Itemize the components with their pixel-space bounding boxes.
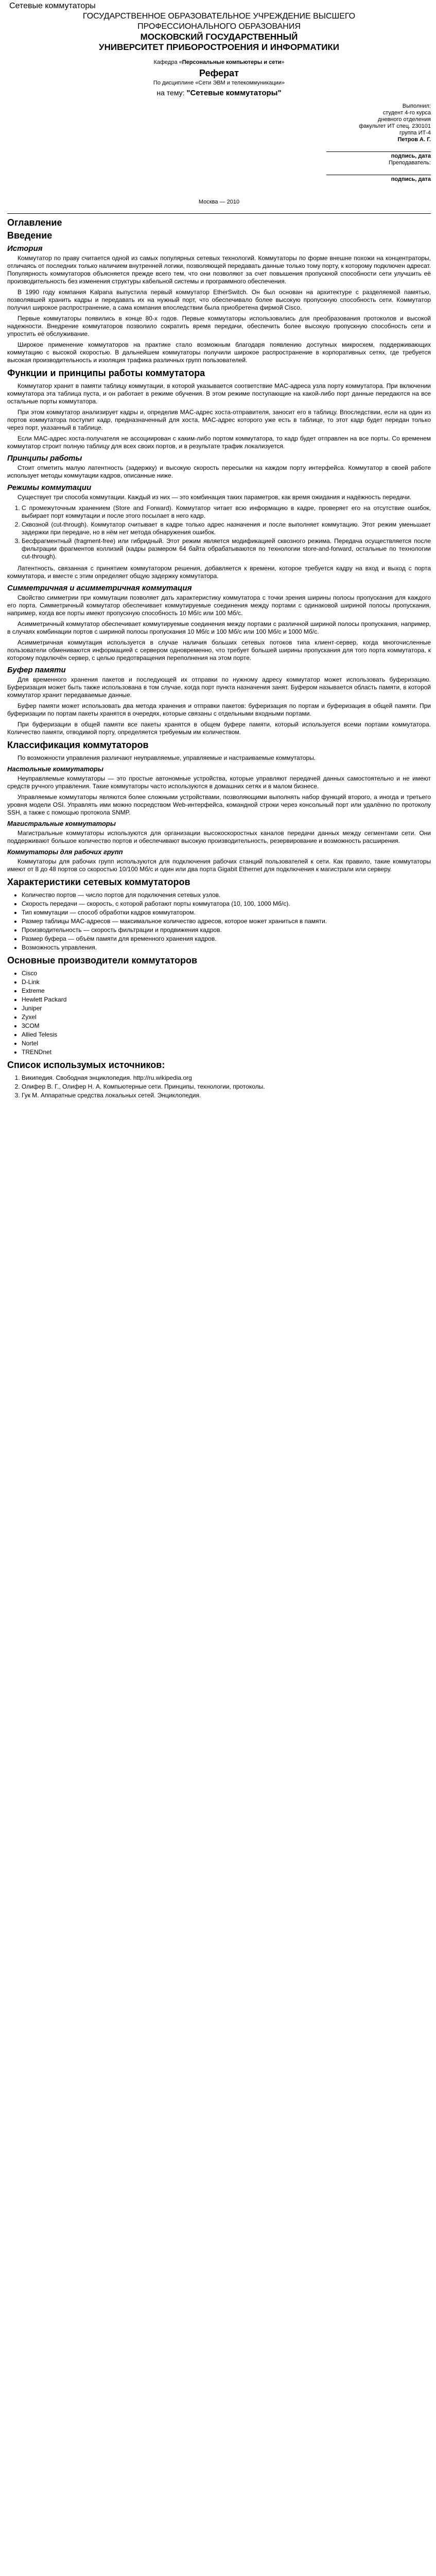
signature-caption: подпись, дата: [391, 153, 431, 159]
list-item: • TRENDnet: [22, 1048, 431, 1056]
list-item: 2. Сквозной (cut-through). Коммутатор считывает в кадре только адрес назначения и после выполняет коммутацию. Этот режим уменьшает задержки при передаче, но в нём нет метода обнаружения ошибок.: [22, 521, 431, 536]
sym-heading: Симметричная и асимметричная коммутация: [7, 584, 192, 592]
title-block: [7, 1, 431, 53]
list-item: 3. Гук М. Аппаратные средства локальных сетей. Энциклопедия.: [22, 1092, 431, 1099]
sym-paragraph: Асимметричная коммутация используется в случае наличия больших сетевых потоков типа клиент-сервер, когда многочисленные пользователи обмениваются информацией с сервером одновременно, что требует большей ширины пропускания для того порта коммутатора, к которому подключён сервер, с целью предотвращения переполнения на этом порте.: [7, 639, 431, 662]
doc-title: Сетевые коммутаторы: [9, 2, 96, 10]
intro-heading: Введение: [7, 230, 53, 241]
list-item: • Extreme: [22, 987, 431, 995]
student-name: Петров А. Г.: [397, 137, 431, 143]
history-paragraph: В 1990 году компания Kalpana выпустила первый коммутатор EtherSwitch. Он был основан на архитектуре с разделяемой памятью, позволявшей хранить кадры и передавать их на нужный порт, что обеспечивало более высокую пропускную способность сети. Коммутатор получил широкое распространение, а сама компания впоследствии была приобретена фирмой Cisco.: [7, 289, 431, 311]
list-item: • 3COM: [22, 1022, 431, 1030]
list-item: • Скорость передачи — скорость, с которой работают порты коммутатора (10, 100, 1000 Мб/с).: [22, 900, 431, 908]
functions-paragraph: При этом коммутатор анализирует кадры и, определив MAC-адрес хоста-отправителя, заносит его в таблицу. Впоследствии, если на один из портов коммутатора поступит кадр, предназначенный для хоста, MAC-адрес которого уже есть в таблице, то этот кадр будет передан только через порт, указанный в таблице.: [7, 409, 431, 431]
buffer-paragraph: Буфер памяти может использовать два метода хранения и отправки пакетов: буферизация по портам и буферизация в общей памяти. При буферизации по портам пакеты хранятся в очередях, которые связаны с отдельными входными портами.: [7, 702, 431, 717]
signature-caption-2: подпись, дата: [391, 176, 431, 182]
backbone-heading: Магистральные коммутаторы: [7, 820, 116, 827]
functions-paragraph: Коммутатор хранит в памяти таблицу коммутации, в которой указывается соответствие MAC-адреса узла порту коммутатора. При включении коммутатора эта таблица пуста, и он работает в режиме обучения. В этом режиме поступающие на какой-либо порт данные передаются на все остальные порты коммутатора.: [7, 382, 431, 405]
buffer-heading: Буфер памяти: [7, 666, 66, 674]
buffer-paragraph: При буферизации в общей памяти все пакеты хранятся в общем буфере памяти, который используется всеми портами коммутатора. Количество памяти, отводимой порту, определяется требуемым им количеством.: [7, 721, 431, 736]
principles-paragraph: Стоит отметить малую латентность (задержку) и высокую скорость пересылки на каждом порту интерфейса. Коммутатор в своей работе использует методы коммутации кадров, описанные ниже.: [7, 464, 431, 479]
list-item: • D-Link: [22, 978, 431, 986]
sym-paragraph: Свойство симметрии при коммутации позволяет дать характеристику коммутатора с точки зрения ширины полосы пропускания для каждого его порта. Симметричный коммутатор обеспечивает коммутируемые соединения между портами с одинаковой шириной полосы пропускания, например, когда все порты имеют пропускную способность 10 Мб/с или 100 Мб/с.: [7, 594, 431, 617]
department-name: Персональные компьютеры и сети: [182, 59, 282, 65]
classif-intro: По возможности управления различают неуправляемые, управляемые и настраиваемые коммутаторы.: [18, 754, 316, 761]
list-item: • Размер буфера — объём памяти для временного хранения кадров.: [22, 935, 431, 943]
unmanaged-paragraph: Управляемые коммутаторы являются более сложными устройствами, позволяющими выполнять набор функций второго, а иногда и третьего уровня модели OSI. Управлять ими можно посредством Web-интерфейса, командной строки через консольный порт или удалённо по протоколу SSH, а также с помощью протокола SNMP.: [7, 793, 431, 816]
institution-line-2: ПРОФЕССИОНАЛЬНОГО ОБРАЗОВАНИЯ: [137, 22, 301, 31]
functions-paragraph: Если MAC-адрес хоста-получателя не ассоциирован с каким-либо портом коммутатора, то кадр будет отправлен на все порты. Со временем коммутатор строит полную таблицу для всех своих портов, и в результате трафик локализуется.: [7, 435, 431, 450]
list-item: 3. Бесфрагментный (fragment-free) или гибридный. Этот режим является модификацией сквозного режима. Передача осуществляется после фильтрации фрагментов коллизий (кадры размером 64 байта обрабатываются по технологии store-and-forward, остальные по технологии cut-through).: [22, 537, 431, 561]
institution-line-3: МОСКОВСКИЙ ГОСУДАРСТВЕННЫЙ: [140, 32, 298, 42]
list-item: • Возможность управления.: [22, 944, 431, 952]
classif-heading: Классификация коммутаторов: [7, 740, 149, 750]
list-item: • Тип коммутации — способ обработки кадров коммутатором.: [22, 909, 431, 917]
refs-list: [22, 1074, 431, 1099]
makers-heading: Основные производители коммутаторов: [7, 955, 198, 965]
workgroup-heading: Коммутаторы для рабочих групп: [7, 848, 123, 856]
list-item: • Hewlett Packard: [22, 996, 431, 1004]
modes-list: [22, 504, 431, 561]
done-label: Выполнил:: [402, 103, 431, 109]
refs-heading: Список использумых источников:: [7, 1060, 165, 1070]
sym-paragraph: Асимметричный коммутатор обеспечивает коммутируемые соединения между портами с различной шириной полосы пропускания, например, в случаях комбинации портов с шириной полосы пропускания 10 Мб/с и 100 Мб/с или 100 Мб/с и 1000 Мб/с.: [7, 620, 431, 635]
group-line: группа ИТ-4: [399, 130, 431, 136]
document-page: [0, 0, 436, 1099]
list-item: • Cisco: [22, 970, 431, 977]
institution-line-1: ГОСУДАРСТВЕННОЕ ОБРАЗОВАТЕЛЬНОЕ УЧРЕЖДЕНИЕ ВЫСШЕГО: [82, 12, 356, 21]
list-item: • Nortel: [22, 1040, 431, 1047]
divider: [7, 213, 431, 214]
department-line: Кафедра «Персональные компьютеры и сети»: [153, 59, 285, 65]
referat-title: Реферат: [199, 68, 239, 78]
buffer-paragraph: Для временного хранения пакетов и последующей их отправки по нужному адресу коммутатор может использовать буферизацию. Буферизация может быть также использована в том случае, когда порт пункта назначения занят. Буфером называется область памяти, в которой коммутатор хранит передаваемые данные.: [7, 676, 431, 699]
history-heading: История: [7, 244, 43, 253]
unmanaged-paragraph: Неуправляемые коммутаторы — это простые автономные устройства, которые управляют передачей данных самостоятельно и не имеют средств ручного управления. Такие коммутаторы часто используются в домашних сетях и в малом бизнесе.: [7, 775, 431, 790]
modes-intro: Существует три способа коммутации. Каждый из них — это комбинация таких параметров, как время ожидания и надёжность передачи.: [18, 494, 412, 501]
modes-tail: Латентность, связанная с принятием коммутатором решения, добавляется к времени, которое требуется кадру на вход и выход с порта коммутатора, и вместе с этим определяет общую задержку коммутатора.: [7, 565, 431, 580]
list-item: • Производительность — скорость фильтрации и продвижения кадров.: [22, 926, 431, 934]
list-item: • Количество портов — число портов для подключения сетевых узлов.: [22, 891, 431, 899]
list-item: • Zyxel: [22, 1013, 431, 1021]
functions-heading: Функции и принципы работы коммутатора: [7, 368, 205, 378]
list-item: • Размер таблицы MAC-адресов — максимальное количество адресов, которое может храниться в памяти.: [22, 918, 431, 925]
list-item: 2. Олифер В. Г., Олифер Н. А. Компьютерные сети. Принципы, технологии, протоколы.: [22, 1083, 431, 1091]
chars-heading: Характеристики сетевых коммутаторов: [7, 877, 190, 887]
list-item: 1. С промежуточным хранением (Store and Forward). Коммутатор читает всю информацию в кадре, проверяет его на отсутствие ошибок, выбирает порт коммутации и после этого посылает в него кадр.: [22, 504, 431, 520]
history-paragraph: Широкое применение коммутаторов на практике стало возможным благодаря появлению доступных микросхем, поддерживающих коммутацию с высокой скоростью. В дальнейшем коммутаторы получили широкое распространение в корпоративных сетях, где требуется высокая производительность и изоляция трафика различных групп пользователей.: [7, 341, 431, 364]
faculty-line: факультет ИТ спец. 230101: [359, 123, 431, 129]
makers-list: [22, 970, 431, 1056]
history-paragraph: Первые коммутаторы появились в конце 80-х годов. Первые коммутаторы использовались для преобразования протоколов и высокой надежности. Внедрение коммутаторов позволило сократить время передачи, обеспечить более высокую пропускную способность сети и упростить её обслуживание.: [7, 315, 431, 337]
teacher-label: Преподаватель:: [389, 160, 431, 166]
student-line: студент 4-го курса: [382, 110, 431, 116]
list-item: • Juniper: [22, 1005, 431, 1012]
institution-line-4: УНИВЕРСИТЕТ ПРИБОРОСТРОЕНИЯ И ИНФОРМАТИКИ: [99, 42, 339, 52]
list-item: 1. Википедия. Свободная энциклопедия. http://ru.wikipedia.org: [22, 1074, 431, 1082]
signature-block: [326, 103, 431, 183]
unmanaged-heading: Настольные коммутаторы: [7, 765, 103, 773]
principles-heading: Принципы работы: [7, 454, 82, 463]
modes-heading: Режимы коммутации: [7, 483, 92, 492]
discipline-line: По дисциплине «Сети ЭВМ и телекоммуникации»: [153, 80, 285, 86]
topic-line: на тему: "Сетевые коммутаторы": [156, 89, 282, 97]
form-line: дневного отделения: [377, 116, 431, 123]
workgroup-paragraph: Коммутаторы для рабочих групп используются для подключения рабочих станций пользователей к сети. Как правило, такие коммутаторы имеют от 8 до 48 портов со скоростью 10/100 Мб/с и один или два порта Gigabit Ethernet для подключения к магистрали или серверу.: [7, 858, 431, 873]
chars-list: [22, 891, 431, 952]
topic-name: "Сетевые коммутаторы": [186, 89, 282, 97]
city-year: Москва — 2010: [198, 199, 240, 205]
history-paragraph: Коммутатор по праву считается одной из самых популярных сетевых технологий. Коммутаторы по форме внешне похожи на концентраторы, отличаясь от последних только наличием внутренней логики, позволяющей передавать данные только тому порту, к которому подключен адресат. Популярность коммутаторов объясняется прежде всего тем, что они позволяют за счет повышения пропускной способности сети улучшить её производительность без изменения структуры кабельной системы и программного обеспечения.: [7, 255, 431, 285]
backbone-paragraph: Магистральные коммутаторы используются для организации высокоскоростных каналов передачи данных между сегментами сети. Они поддерживают большое количество портов и обеспечивают высокую производительность, резервирование и возможность расширения.: [7, 829, 431, 844]
toc-heading: Оглавление: [7, 217, 62, 228]
list-item: • Allied Telesis: [22, 1031, 431, 1039]
